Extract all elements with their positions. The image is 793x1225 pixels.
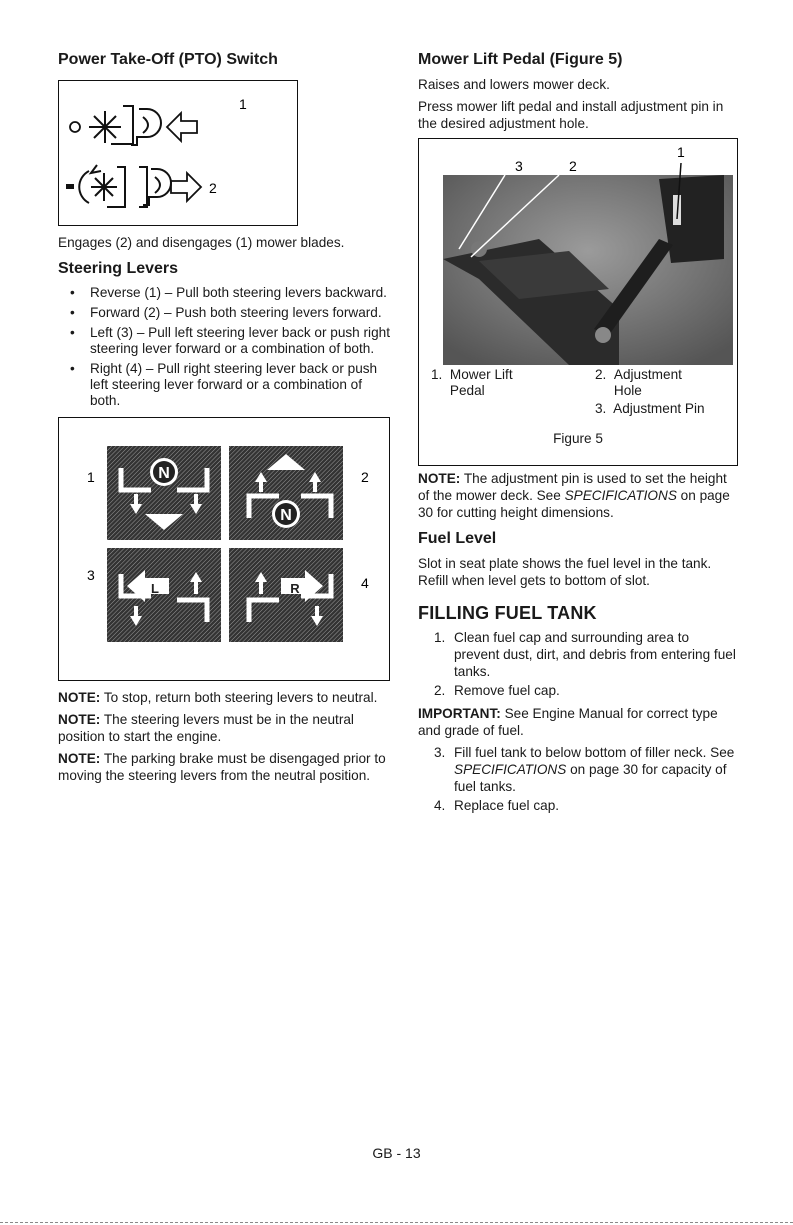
pto-label-1: 1 [239,96,247,112]
list-item: 3. Fill fuel tank to below bottom of filler neck. See SPECIFICATIONS on page 30 for capacity of fuel tanks. [434,745,735,794]
mower-lift-p2: Press mower lift pedal and install adjustment pin in the desired adjustment hole. [418,99,724,131]
filling-steps-b [418,744,738,814]
filling-steps-a [418,629,738,699]
important-note: IMPORTANT: See Engine Manual for correct type and grade of fuel. [418,706,718,738]
filling-heading: FILLING FUEL TANK [418,603,597,623]
list-item: • Left (3) – Pull left steering lever back or push right steering lever forward or a combination of both. [70,325,390,356]
fig5-callout-1: 1 [677,144,685,160]
steering-figure [58,417,390,681]
fig5-callout-2: 2 [569,158,577,174]
svg-text:N: N [158,465,170,482]
pto-switch-figure [58,80,298,226]
steering-label-1: 1 [87,469,95,485]
arrow-right-icon [171,173,201,201]
bottom-rule [0,1222,793,1223]
mower-lift-heading: Mower Lift Pedal (Figure 5) [418,51,623,68]
figure-caption: Figure 5 [553,431,603,446]
svg-text:L: L [151,581,159,596]
list-item: • Right (4) – Pull right steering lever back or push left steering lever forward or a combination of both. [70,361,378,408]
fuel-level-heading: Fuel Level [418,530,497,547]
list-item: 4. Replace fuel cap. [434,798,560,813]
svg-text:R: R [290,581,300,596]
pto-description: Engages (2) and disengages (1) mower blades. [58,235,345,250]
arrow-left-icon [167,113,197,141]
pto-heading: Power Take-Off (PTO) Switch [58,51,278,68]
steering-heading: Steering Levers [58,260,179,277]
note-adjustment-pin: NOTE: The adjustment pin is used to set the height of the mower deck. See SPECIFICATIONS on page 30 for cutting height dimensions. [418,471,730,520]
steering-label-4: 4 [361,575,369,591]
page-number: GB - 13 [372,1145,421,1161]
svg-text:N: N [280,507,292,524]
steering-label-2: 2 [361,469,369,485]
fig5-callout-3: 3 [515,158,523,174]
note-neutral: NOTE: The steering levers must be in the neutral position to start the engine. [58,712,354,744]
note-parking-brake: NOTE: The parking brake must be disengaged prior to moving the steering levers from the neutral position. [58,751,386,783]
list-item: 1. Clean fuel cap and surrounding area to prevent dust, dirt, and debris from entering fuel tanks. [434,630,736,679]
right-column [418,50,738,820]
figure-5 [418,138,738,466]
pto-label-2: 2 [209,180,217,196]
legend-item-2: 2. Adjustment Hole [595,367,682,398]
blade-icon [89,106,161,145]
off-circle-icon [70,122,80,132]
blade-engaged-icon [67,165,171,207]
list-item: • Reverse (1) – Pull both steering levers backward. [70,285,387,300]
list-item: 2. Remove fuel cap. [434,683,560,698]
fuel-level-text: Slot in seat plate shows the fuel level in the tank. Refill when level gets to bottom of slot. [418,556,712,588]
legend-item-3: 3. Adjustment Pin [595,401,705,416]
list-item: • Forward (2) – Push both steering levers forward. [70,305,382,320]
left-column [58,50,390,789]
steering-label-3: 3 [87,567,95,583]
steering-list [58,285,390,409]
mower-lift-p1: Raises and lowers mower deck. [418,77,610,92]
note-stop: NOTE: To stop, return both steering levers to neutral. [58,690,378,705]
legend-item-1: 1. Mower Lift Pedal [431,367,513,398]
